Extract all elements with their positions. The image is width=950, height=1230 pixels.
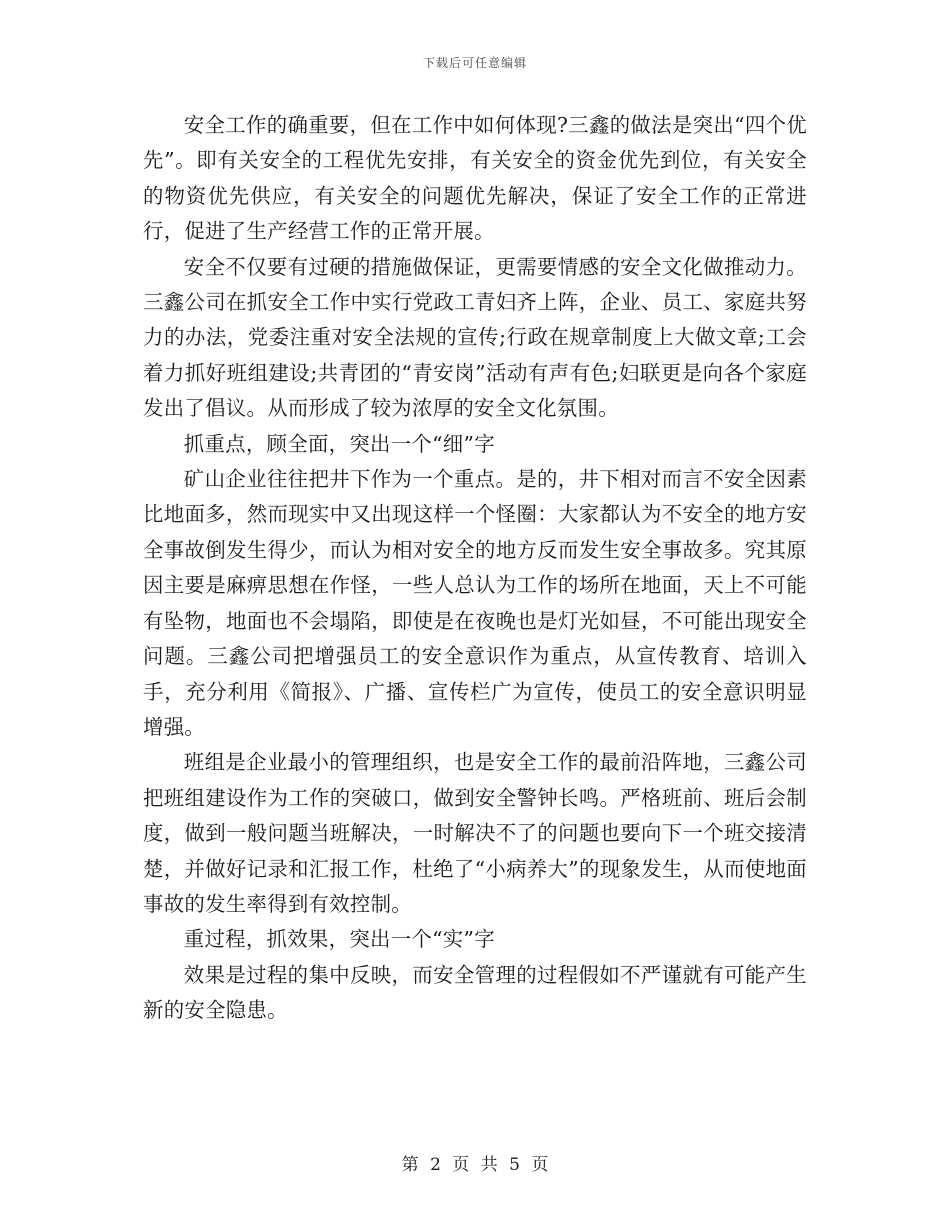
section-heading-detail: 抓重点，顾全面，突出一个“细”字 bbox=[183, 431, 495, 456]
section-heading-substance: 重过程，抓效果，突出一个“实”字 bbox=[183, 927, 495, 952]
page-number: 第 2 页 共 5 页 bbox=[401, 1155, 549, 1175]
paragraph-team-building: 班组是企业最小的管理组织，也是安全工作的最前沿阵地，三鑫公司把班组建设作为工作的突破口，做到安全警钟长鸣。严格班前、班后会制度，做到一般问题当班解决，一时解决不了的问题也要向下一个班交接清楚，并做好记录和汇报工作，杜绝了“小病养大”的现象发生，从而使地面事故的发生率得到有效控制。 bbox=[143, 750, 807, 916]
paragraph-four-priorities: 安全工作的确重要，但在工作中如何体现?三鑫的做法是突出“四个优先”。即有关安全的工程优先安排，有关安全的资金优先到位，有关安全的物资优先供应，有关安全的问题优先解决，保证了安全工作的正常进行，促进了生产经营工作的正常开展。 bbox=[143, 113, 807, 244]
paragraph-safety-culture: 安全不仅要有过硬的措施做保证，更需要情感的安全文化做推动力。三鑫公司在抓安全工作中实行党政工青妇齐上阵，企业、员工、家庭共努力的办法，党委注重对安全法规的宣传;行政在规章制度上大做文章;工会着力抓好班组建设;共青团的“青安岗”活动有声有色;妇联更是向各个家庭发出了倡议。从而形成了较为浓厚的安全文化氛围。 bbox=[143, 254, 807, 421]
paragraph-underground-focus: 矿山企业往往把井下作为一个重点。是的，井下相对而言不安全因素比地面多，然而现实中又出现这样一个怪圈：大家都认为不安全的地方安全事故倒发生得少，而认为相对安全的地方反而发生安全事故多。究其原因主要是麻痹思想在作怪，一些人总认为工作的场所在地面，天上不可能有坠物，地面也不会塌陷，即使是在夜晚也是灯光如昼，不可能出现安全问题。三鑫公司把增强员工的安全意识作为重点，从宣传教育、培训入手，充分利用《简报》、广播、宣传栏广为宣传，使员工的安全意识明显增强。 bbox=[143, 467, 807, 739]
page-header: 下载后可任意编辑 bbox=[422, 56, 527, 70]
document-body bbox=[143, 108, 807, 1029]
paragraph-process-effect: 效果是过程的集中反映，而安全管理的过程假如不严谨就有可能产生新的安全隐患。 bbox=[143, 962, 807, 1023]
